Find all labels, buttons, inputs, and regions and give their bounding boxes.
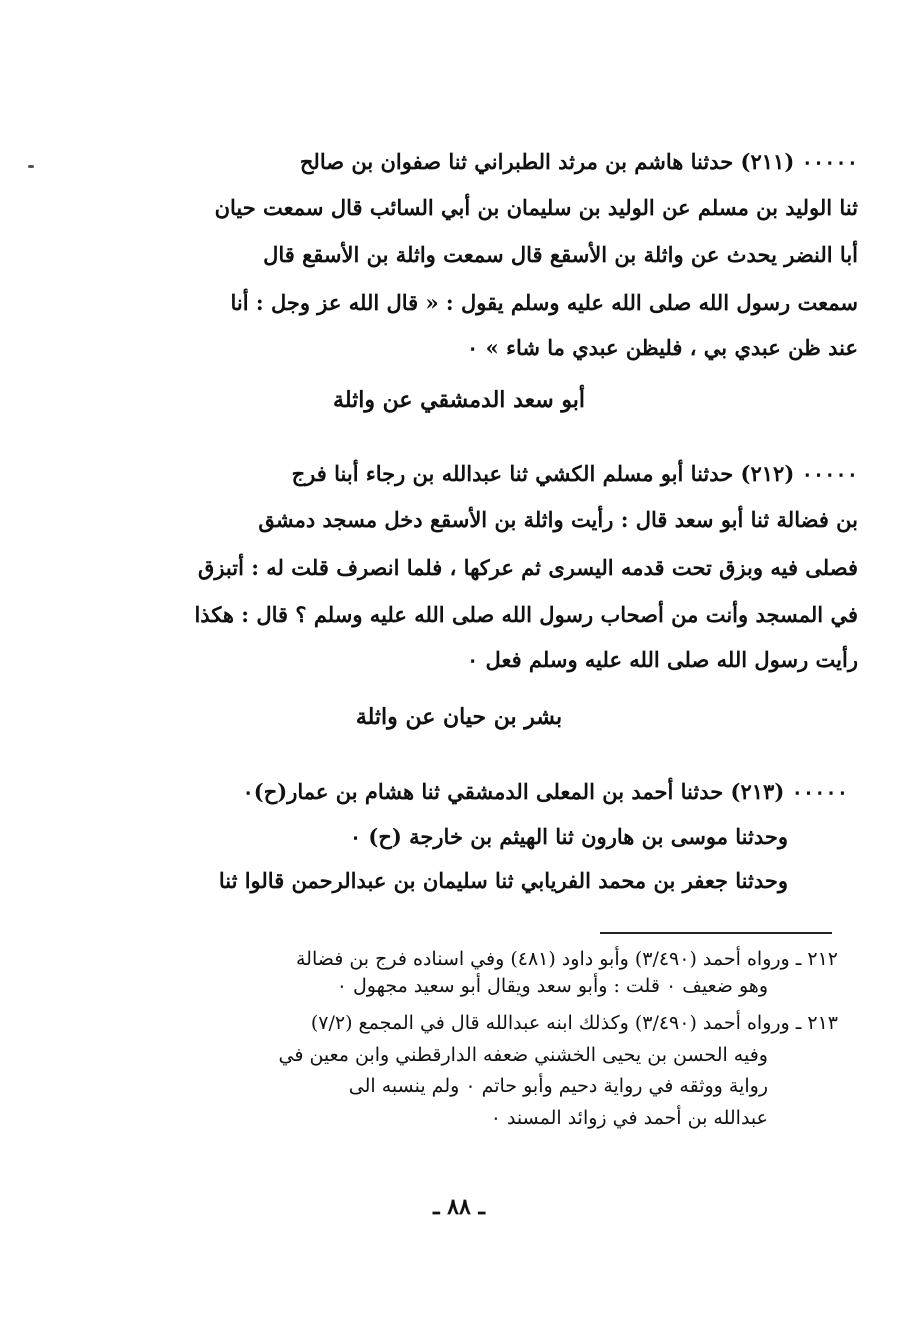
hadith-212-line-1: ٠٠٠٠٠ (٢١٢) حدثنا أبو مسلم الكشي ثنا عبدالله بن رجاء أبنا فرج	[291, 461, 858, 486]
scan-speck	[28, 165, 34, 168]
hadith-212-line-2: بن فضالة ثنا أبو سعد قال : رأيت واثلة بن الأسقع دخل مسجد دمشق	[258, 507, 858, 532]
page-number: ـ ٨٨ ـ	[433, 1194, 485, 1220]
footnote-213-line-1: ٢١٣ ـ ورواه أحمد (٣/٤٩٠) وكذلك ابنه عبدالله قال في المجمع (٧/٢)	[310, 1012, 838, 1034]
hadith-211-line-2: ثنا الوليد بن مسلم عن الوليد بن سليمان بن أبي السائب قال سمعت حيان	[214, 195, 858, 220]
hadith-212-line-3: فصلى فيه وبزق تحت قدمه اليسرى ثم عركها ، فلما انصرف قلت له : أتبزق	[198, 555, 858, 580]
footnote-213-line-2: وفيه الحسن بن يحيى الخشني ضعفه الدارقطني وابن معين في	[278, 1044, 768, 1066]
footnote-213-line-3: رواية ووثقه في رواية دحيم وأبو حاتم ٠ ولم ينسبه الى	[348, 1075, 768, 1097]
footnote-212-line-1: ٢١٢ ـ ورواه أحمد (٣/٤٩٠) وأبو داود (٤٨١) وفي اسناده فرج بن فضالة	[295, 948, 838, 970]
hadith-211-line-4: سمعت رسول الله صلى الله عليه وسلم يقول : « قال الله عز وجل : أنا	[230, 290, 858, 315]
footnote-separator	[600, 932, 832, 934]
section-heading-abu-saad: أبو سعد الدمشقي عن واثلة	[333, 387, 585, 413]
section-heading-bishr: بشر بن حيان عن واثلة	[355, 704, 563, 730]
hadith-211-line-5: عند ظن عبدي بي ، فليظن عبدي ما شاء » ٠	[467, 335, 858, 360]
footnote-213-line-4: عبدالله بن أحمد في زوائد المسند ٠	[490, 1107, 768, 1129]
hadith-211-line-3: أبا النضر يحدث عن واثلة بن الأسقع قال سمعت واثلة بن الأسقع قال	[263, 242, 858, 267]
hadith-212-line-4: في المسجد وأنت من أصحاب رسول الله صلى الله عليه وسلم ؟ قال : هكذا	[194, 602, 858, 627]
footnote-212-line-2: وهو ضعيف ٠ قلت : وأبو سعد ويقال أبو سعيد مجهول ٠	[336, 975, 768, 997]
hadith-211-line-1: ٠٠٠٠٠ (٢١١) حدثنا هاشم بن مرثد الطبراني ثنا صفوان بن صالح	[299, 149, 858, 174]
hadith-212-line-5: رأيت رسول الله صلى الله عليه وسلم فعل ٠	[466, 647, 858, 672]
hadith-213-line-3: وحدثنا جعفر بن محمد الفريابي ثنا سليمان بن عبدالرحمن قالوا ثنا	[218, 868, 788, 893]
hadith-213-line-1: ٠٠٠٠٠ (٢١٣) حدثنا أحمد بن المعلى الدمشقي ثنا هشام بن عمار(ح)٠	[242, 779, 848, 804]
hadith-213-line-2: وحدثنا موسى بن هارون ثنا الهيثم بن خارجة (ح) ٠	[349, 824, 788, 849]
